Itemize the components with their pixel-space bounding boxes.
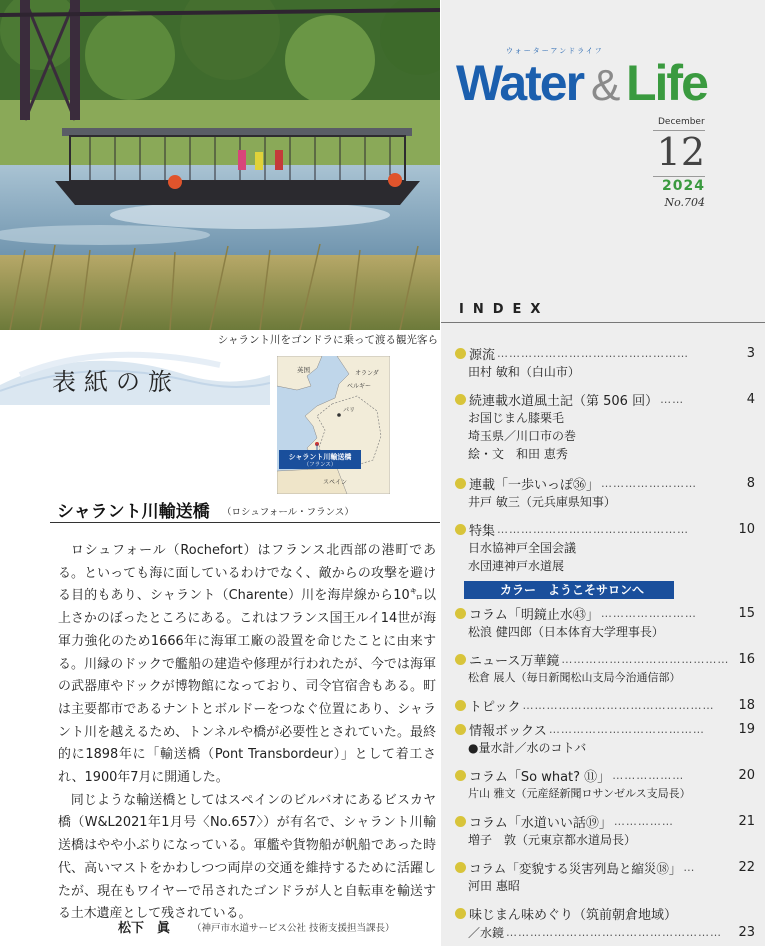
divider bbox=[653, 176, 705, 177]
index-divider bbox=[441, 322, 765, 323]
author-name: 松下 眞 bbox=[118, 921, 171, 936]
toc-sub: 河田 惠昭 bbox=[468, 879, 520, 893]
toc-page: 20 bbox=[738, 768, 755, 783]
month-english: December bbox=[658, 117, 705, 127]
toc-leader: ……………… bbox=[612, 769, 685, 782]
index-heading: INDEX bbox=[459, 302, 550, 317]
toc-title: 続連載水道風土記（第 506 回） bbox=[469, 394, 659, 409]
toc-sub: ／水鏡 bbox=[468, 926, 505, 940]
toc-page: 19 bbox=[738, 722, 755, 737]
map-label-netherlands: オランダ bbox=[355, 370, 379, 377]
toc-entry[interactable] bbox=[455, 520, 755, 575]
bullet-dot-icon bbox=[455, 608, 466, 619]
toc-sub: 田村 敏和（白山市） bbox=[468, 365, 580, 379]
toc-title: 情報ボックス bbox=[469, 724, 547, 739]
location-map bbox=[277, 356, 390, 494]
article-paragraph: 同じような輸送橋としてはスペインのビルバオにあるビスカヤ橋（W&L2021年1月号〈No.657〉）が有名で、シャラント川輸送橋はやや小ぶりになっている。軍艦や貨物船が帆船であった時代、高いマストをかわしつつ両岸の交通を維持するために活躍したが、現在もワイヤーで吊されたゴンドラが人と自転車を輸送する土木遺産として残されている。 bbox=[58, 792, 436, 922]
toc-leader: ………………………………………… bbox=[497, 347, 690, 360]
toc-sub: 片山 雅文（元産経新聞ロサンゼルス支局長） bbox=[468, 787, 691, 800]
bullet-dot-icon bbox=[455, 770, 466, 781]
bullet-dot-icon bbox=[455, 700, 466, 711]
toc-sub: お国じまん膝栗毛 bbox=[468, 411, 565, 425]
sidebar-panel bbox=[441, 0, 765, 946]
toc-title: 連載「一歩いっぽ㊱」 bbox=[469, 478, 600, 493]
title-divider bbox=[50, 522, 440, 523]
map-label-belgium: ベルギー bbox=[347, 383, 372, 390]
toc-sub: 埼玉県／川口市の巻 bbox=[468, 429, 577, 443]
map-label-spain: スペイン bbox=[323, 479, 348, 486]
toc-page: 10 bbox=[738, 522, 755, 537]
bullet-dot-icon bbox=[455, 348, 466, 359]
toc-sub: 増子 敦（元東京都水道局長） bbox=[468, 833, 637, 847]
toc-entry[interactable] bbox=[455, 390, 755, 463]
toc-leader: ……………………………………………… bbox=[506, 926, 723, 939]
bullet-dot-icon bbox=[455, 908, 466, 919]
toc-title: コラム「水道いい話⑲」 bbox=[469, 816, 612, 831]
toc-page: 8 bbox=[746, 476, 755, 491]
bullet-dot-icon bbox=[455, 394, 466, 405]
toc-sub: 絵・文 和田 恵秀 bbox=[468, 447, 568, 461]
toc-page: 23 bbox=[738, 925, 755, 940]
toc-entry[interactable] bbox=[455, 904, 755, 942]
toc-leader: …………………… bbox=[601, 477, 698, 490]
bullet-dot-icon bbox=[455, 816, 466, 827]
toc-title: コラム「変貌する災害列島と縮災⑱」 bbox=[469, 860, 682, 876]
toc-leader: …………… bbox=[613, 815, 674, 828]
toc-title: ニュース万華鏡 bbox=[469, 654, 560, 669]
bullet-dot-icon bbox=[455, 654, 466, 665]
toc-title: 特集 bbox=[469, 524, 496, 539]
logo-word-life: Life bbox=[626, 55, 707, 111]
map-marker-paris bbox=[337, 413, 341, 417]
toc-title: 味じまん味めぐり（筑前朝倉地域） bbox=[469, 908, 678, 923]
toc-leader: …… bbox=[660, 393, 685, 406]
photo-caption: シャラント川をゴンドラに乗って渡る観光客ら bbox=[217, 334, 438, 346]
color-section-banner: カラー ようこそサロンへ bbox=[464, 581, 674, 599]
toc-leader: …………………………………… bbox=[561, 653, 730, 666]
toc-sub: 日水協神戸全国会議 bbox=[468, 541, 577, 555]
map-label-uk: 英国 bbox=[297, 366, 310, 374]
cover-photo bbox=[0, 0, 440, 330]
toc-sub: 松倉 展人（毎日新聞松山支局今治通信部） bbox=[468, 671, 681, 684]
article-paragraph: ロシュフォール（Rochefort）はフランス北西部の港町である。といっても海に面しているわけでなく、敵からの攻撃を避ける目的もあり、シャラント（Charente）川を海岸線から10㌔以上さかのぼったところにある。これはフランス国王ルイ14世が海軍力強化のため1666年に海軍工廠の設置を命じたことに由来する。川縁のドックで艦船の建造や修理が行われたが、今では海軍の武器庫やドックが博物館になっており、司令官宿舎もある。町は主要都市であるナントとボルドーをつなぐ位置にあり、シャラント川を越えるため、トンネルや橋が必要性とされていた。最終的に1898年に「輸送橋（Pont Transbordeur）」として着工され、1900年7月に開通した。 bbox=[58, 543, 436, 786]
toc-leader: ………………………………… bbox=[548, 723, 705, 736]
issue-number: No.704 bbox=[664, 196, 705, 209]
toc-entry[interactable] bbox=[455, 604, 755, 641]
toc-title: トピック bbox=[469, 700, 521, 715]
toc-sub: ●量水計／水のコトバ bbox=[468, 741, 587, 755]
month-number: 12 bbox=[656, 130, 705, 174]
article-title: シャラント川輸送橋 bbox=[57, 502, 210, 522]
issue-year: 2024 bbox=[662, 178, 705, 194]
toc-leader: ………………………………………… bbox=[522, 699, 715, 712]
map-box-sub: （フランス） bbox=[303, 462, 337, 468]
cover-photo-illustration bbox=[0, 0, 440, 330]
logo-ampersand: & bbox=[591, 61, 621, 110]
article-subtitle: （ロシュフォール・フランス） bbox=[222, 507, 354, 518]
logo-kana: ウォーターアンドライフ bbox=[506, 47, 604, 55]
toc-title: コラム「明鏡止水㊸」 bbox=[469, 608, 599, 623]
toc-sub: 松浪 健四郎（日本体育大学理事長） bbox=[468, 625, 664, 639]
bullet-dot-icon bbox=[455, 478, 466, 489]
toc-leader: … bbox=[683, 861, 696, 874]
article-body bbox=[58, 540, 436, 926]
toc-page: 15 bbox=[738, 606, 755, 621]
toc-page: 18 bbox=[738, 698, 755, 713]
bullet-dot-icon bbox=[455, 524, 466, 535]
toc-title: コラム「So what? ⑪」 bbox=[469, 770, 611, 785]
toc-leader: ………………………………………… bbox=[497, 523, 690, 536]
toc-page: 16 bbox=[738, 652, 755, 667]
section-title: 表紙の旅 bbox=[52, 368, 180, 396]
toc-entry[interactable] bbox=[455, 344, 755, 381]
toc-page: 22 bbox=[738, 860, 755, 875]
toc-entry[interactable] bbox=[455, 696, 755, 715]
toc-page: 21 bbox=[738, 814, 755, 829]
toc-title: 源流 bbox=[469, 348, 496, 363]
map-label-paris: パリ bbox=[343, 407, 356, 414]
toc-entry[interactable] bbox=[455, 720, 755, 757]
toc-sub: 水団連神戸水道展 bbox=[468, 559, 565, 573]
toc-page: 4 bbox=[746, 392, 755, 407]
map-box-title: シャラント川輸送橋 bbox=[288, 453, 352, 461]
toc-leader: …………………… bbox=[600, 607, 697, 620]
toc-page: 3 bbox=[746, 346, 755, 361]
logo-word-water: Water bbox=[456, 55, 584, 111]
toc-entry[interactable] bbox=[455, 474, 755, 511]
bullet-dot-icon bbox=[455, 724, 466, 735]
magazine-logo bbox=[456, 52, 756, 112]
author-affiliation: （神戸市水道サービス公社 技術支援担当課長） bbox=[192, 923, 395, 934]
toc-sub: 井戸 敏三（元兵庫県知事） bbox=[468, 495, 616, 509]
toc-entry[interactable] bbox=[455, 858, 755, 895]
toc-entry[interactable] bbox=[455, 766, 755, 803]
toc-entry[interactable] bbox=[455, 650, 755, 687]
bullet-dot-icon bbox=[455, 862, 466, 873]
toc-entry[interactable] bbox=[455, 812, 755, 849]
